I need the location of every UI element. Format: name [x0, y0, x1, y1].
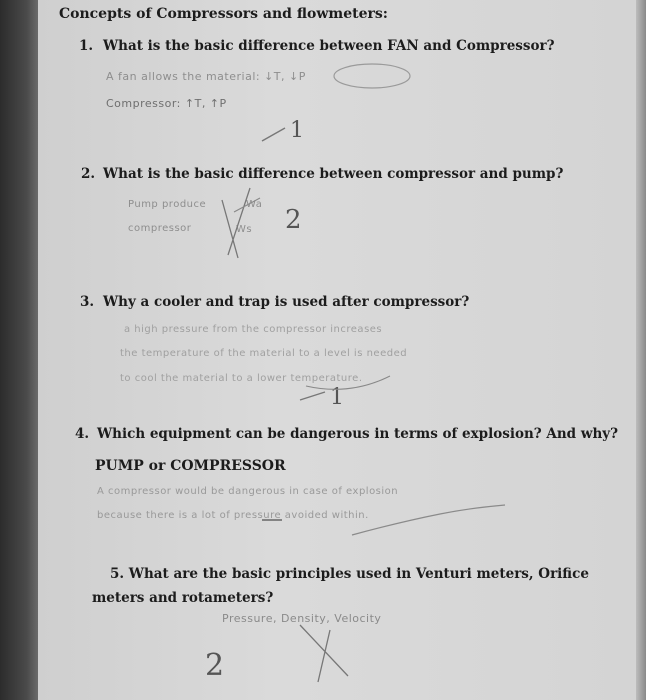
- question-1-answer-line-2: Compressor: ↑T, ↑P: [106, 97, 227, 110]
- tick-mark: [300, 392, 325, 400]
- question-2-answer-line-3: Wa: [246, 199, 263, 210]
- question-3-number: 3.: [80, 294, 95, 310]
- question-2-number: 2.: [81, 166, 96, 182]
- underline-mark: [352, 505, 505, 535]
- tick-mark: [262, 128, 285, 141]
- question-3-answer-line-1: a high pressure from the compressor increases: [124, 324, 383, 335]
- question-2-answer-line-2: compressor: [128, 223, 192, 234]
- question-5-answer-line-1: Pressure, Density, Velocity: [222, 612, 382, 625]
- answer-highlight-oval: [334, 64, 410, 88]
- question-4-number: 4.: [75, 426, 90, 442]
- document-title: Concepts of Compressors and flowmeters:: [59, 6, 388, 22]
- question-5-text: 5. What are the basic principles used in Venturi meters, Orifice meters and rotameters?: [92, 566, 589, 606]
- grade-question-5: 2: [205, 648, 225, 683]
- grade-question-2: 2: [285, 205, 303, 235]
- question-1-answer-line-1: A fan allows the material: ↓T, ↓P: [106, 70, 306, 83]
- cross-mark: [234, 198, 263, 212]
- question-1-text: What is the basic difference between FAN and Compressor?: [103, 38, 555, 54]
- question-2-answer-line-1: Pump produce: [128, 199, 207, 210]
- cross-mark: [222, 188, 253, 258]
- question-3-text: Why a cooler and trap is used after compressor?: [103, 294, 470, 310]
- question-3-answer-line-2: the temperature of the material to a level is needed: [120, 348, 408, 359]
- question-4-answer-line-2: because there is a lot of pressure avoided within.: [97, 510, 369, 521]
- question-4-answer-line-1: A compressor would be dangerous in case of explosion: [97, 486, 399, 497]
- underline-mark: [306, 376, 390, 389]
- cross-mark: [300, 625, 348, 682]
- question-3-answer-line-3: to cool the material to a lower temperature.: [120, 373, 363, 384]
- question-2-text: What is the basic difference between compressor and pump?: [103, 166, 564, 182]
- grade-question-3: 1: [330, 385, 345, 410]
- question-1-number: 1.: [79, 38, 94, 54]
- question-4-text: Which equipment can be dangerous in terms of explosion? And why?: [97, 426, 619, 442]
- question-2-answer-line-4: Ws: [236, 224, 253, 235]
- grade-question-1: 1: [290, 118, 305, 143]
- question-4-sub-answer: PUMP or COMPRESSOR: [95, 458, 286, 474]
